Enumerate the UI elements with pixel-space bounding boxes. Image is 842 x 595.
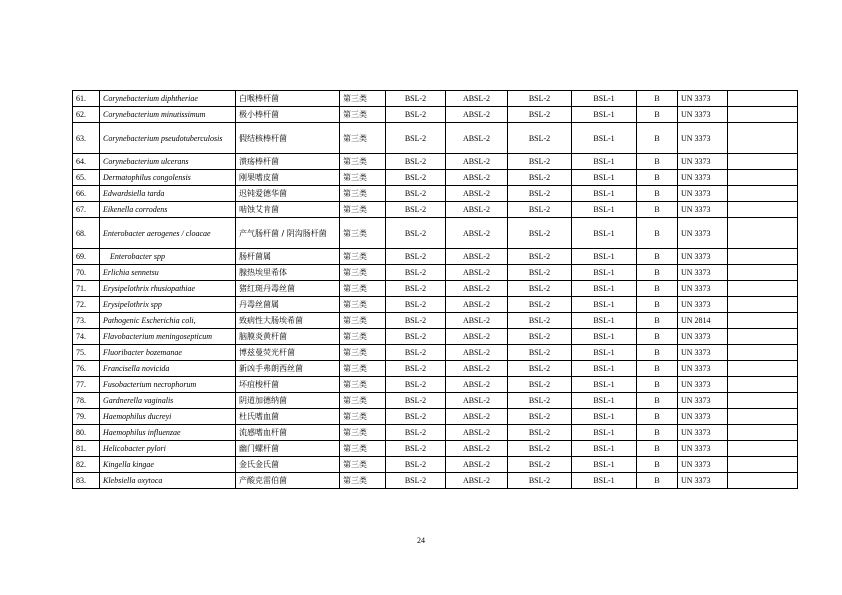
hazard-category: 第三类	[340, 345, 386, 361]
transport-category: B	[637, 154, 678, 170]
un-number: UN 3373	[678, 265, 728, 281]
lab-biosafety-level: BSL-2	[386, 409, 446, 425]
transport-category: B	[637, 473, 678, 489]
table-row	[73, 377, 798, 393]
lab-biosafety-level: BSL-2	[386, 170, 446, 186]
scientific-name: Gardnerella vaginalis	[100, 393, 236, 409]
hazard-category: 第三类	[340, 425, 386, 441]
transport-category: B	[637, 123, 678, 154]
animal-biosafety-level: ABSL-2	[446, 345, 508, 361]
lab-biosafety-level: BSL-2	[386, 393, 446, 409]
scientific-name: Corynebacterium ulcerans	[100, 154, 236, 170]
biosafety-level-c: BSL-1	[572, 154, 637, 170]
chinese-name: 溃疡棒杆菌	[236, 154, 340, 170]
hazard-category: 第三类	[340, 457, 386, 473]
chinese-name: 腺热埃里希体	[236, 265, 340, 281]
remarks-cell	[728, 170, 798, 186]
table-row	[73, 154, 798, 170]
row-number: 81.	[73, 441, 100, 457]
row-number: 82.	[73, 457, 100, 473]
un-number: UN 3373	[678, 345, 728, 361]
chinese-name: 猪红斑丹毒丝菌	[236, 281, 340, 297]
lab-biosafety-level: BSL-2	[386, 218, 446, 249]
scientific-name: Klebsiella oxytoca	[100, 473, 236, 489]
transport-category: B	[637, 345, 678, 361]
animal-biosafety-level: ABSL-2	[446, 409, 508, 425]
biosafety-level-b: BSL-2	[508, 329, 572, 345]
animal-biosafety-level: ABSL-2	[446, 186, 508, 202]
scientific-name: Corynebacterium pseudotuberculosis	[100, 123, 236, 154]
remarks-cell	[728, 313, 798, 329]
biosafety-level-b: BSL-2	[508, 249, 572, 265]
biosafety-level-c: BSL-1	[572, 377, 637, 393]
un-number: UN 3373	[678, 377, 728, 393]
un-number: UN 3373	[678, 425, 728, 441]
lab-biosafety-level: BSL-2	[386, 281, 446, 297]
remarks-cell	[728, 425, 798, 441]
biosafety-level-b: BSL-2	[508, 265, 572, 281]
lab-biosafety-level: BSL-2	[386, 361, 446, 377]
biosafety-level-b: BSL-2	[508, 345, 572, 361]
table-row	[73, 123, 798, 154]
un-number: UN 2814	[678, 313, 728, 329]
remarks-cell	[728, 393, 798, 409]
remarks-cell	[728, 218, 798, 249]
transport-category: B	[637, 170, 678, 186]
biosafety-level-b: BSL-2	[508, 281, 572, 297]
un-number: UN 3373	[678, 393, 728, 409]
animal-biosafety-level: ABSL-2	[446, 425, 508, 441]
scientific-name: Dermatophilus congolensis	[100, 170, 236, 186]
un-number: UN 3373	[678, 91, 728, 107]
biosafety-level-b: BSL-2	[508, 107, 572, 123]
biosafety-level-c: BSL-1	[572, 473, 637, 489]
row-number: 77.	[73, 377, 100, 393]
chinese-name: 极小棒杆菌	[236, 107, 340, 123]
animal-biosafety-level: ABSL-2	[446, 91, 508, 107]
lab-biosafety-level: BSL-2	[386, 345, 446, 361]
scientific-name: Kingella kingae	[100, 457, 236, 473]
table-row	[73, 91, 798, 107]
transport-category: B	[637, 281, 678, 297]
remarks-cell	[728, 361, 798, 377]
animal-biosafety-level: ABSL-2	[446, 441, 508, 457]
chinese-name: 阴道加德纳菌	[236, 393, 340, 409]
hazard-category: 第三类	[340, 249, 386, 265]
un-number: UN 3373	[678, 281, 728, 297]
chinese-name: 脑膜炎黄杆菌	[236, 329, 340, 345]
hazard-category: 第三类	[340, 377, 386, 393]
biosafety-level-b: BSL-2	[508, 441, 572, 457]
row-number: 66.	[73, 186, 100, 202]
remarks-cell	[728, 297, 798, 313]
biosafety-level-b: BSL-2	[508, 218, 572, 249]
lab-biosafety-level: BSL-2	[386, 377, 446, 393]
table-body	[73, 91, 798, 489]
lab-biosafety-level: BSL-2	[386, 441, 446, 457]
scientific-name: Erlichia sennetsu	[100, 265, 236, 281]
table-row	[73, 345, 798, 361]
lab-biosafety-level: BSL-2	[386, 329, 446, 345]
un-number: UN 3373	[678, 154, 728, 170]
hazard-category: 第三类	[340, 154, 386, 170]
animal-biosafety-level: ABSL-2	[446, 297, 508, 313]
scientific-name: Fusobacterium necrophorum	[100, 377, 236, 393]
hazard-category: 第三类	[340, 265, 386, 281]
chinese-name: 幽门螺杆菌	[236, 441, 340, 457]
biosafety-level-c: BSL-1	[572, 186, 637, 202]
scientific-name: Helicobacter pylori	[100, 441, 236, 457]
table-row	[73, 218, 798, 249]
lab-biosafety-level: BSL-2	[386, 91, 446, 107]
transport-category: B	[637, 218, 678, 249]
biosafety-level-c: BSL-1	[572, 297, 637, 313]
row-number: 68.	[73, 218, 100, 249]
hazard-category: 第三类	[340, 409, 386, 425]
un-number: UN 3373	[678, 473, 728, 489]
transport-category: B	[637, 186, 678, 202]
biosafety-level-b: BSL-2	[508, 473, 572, 489]
hazard-category: 第三类	[340, 393, 386, 409]
animal-biosafety-level: ABSL-2	[446, 170, 508, 186]
un-number: UN 3373	[678, 123, 728, 154]
lab-biosafety-level: BSL-2	[386, 297, 446, 313]
hazard-category: 第三类	[340, 202, 386, 218]
lab-biosafety-level: BSL-2	[386, 249, 446, 265]
biosafety-level-c: BSL-1	[572, 249, 637, 265]
biosafety-level-c: BSL-1	[572, 281, 637, 297]
biosafety-level-c: BSL-1	[572, 345, 637, 361]
lab-biosafety-level: BSL-2	[386, 186, 446, 202]
un-number: UN 3373	[678, 107, 728, 123]
row-number: 63.	[73, 123, 100, 154]
scientific-name: Erysipelothrix spp	[100, 297, 236, 313]
transport-category: B	[637, 441, 678, 457]
chinese-name: 博兹曼荧光杆菌	[236, 345, 340, 361]
transport-category: B	[637, 265, 678, 281]
scientific-name: Francisella novicida	[100, 361, 236, 377]
transport-category: B	[637, 329, 678, 345]
animal-biosafety-level: ABSL-2	[446, 329, 508, 345]
table-row	[73, 107, 798, 123]
animal-biosafety-level: ABSL-2	[446, 154, 508, 170]
table-row	[73, 441, 798, 457]
chinese-name: 新凶手弗朗西丝菌	[236, 361, 340, 377]
row-number: 79.	[73, 409, 100, 425]
biosafety-level-b: BSL-2	[508, 457, 572, 473]
biosafety-level-c: BSL-1	[572, 393, 637, 409]
row-number: 78.	[73, 393, 100, 409]
table-row	[73, 249, 798, 265]
table-row	[73, 457, 798, 473]
transport-category: B	[637, 457, 678, 473]
chinese-name: 产气肠杆菌 / 阴沟肠杆菌	[236, 218, 340, 249]
animal-biosafety-level: ABSL-2	[446, 281, 508, 297]
un-number: UN 3373	[678, 329, 728, 345]
hazard-category: 第三类	[340, 218, 386, 249]
biosafety-level-b: BSL-2	[508, 409, 572, 425]
hazard-category: 第三类	[340, 473, 386, 489]
transport-category: B	[637, 409, 678, 425]
row-number: 80.	[73, 425, 100, 441]
remarks-cell	[728, 281, 798, 297]
scientific-name: Fluoribacter bozemanae	[100, 345, 236, 361]
animal-biosafety-level: ABSL-2	[446, 249, 508, 265]
biosafety-level-b: BSL-2	[508, 154, 572, 170]
remarks-cell	[728, 441, 798, 457]
animal-biosafety-level: ABSL-2	[446, 457, 508, 473]
remarks-cell	[728, 107, 798, 123]
hazard-category: 第三类	[340, 281, 386, 297]
table-row	[73, 186, 798, 202]
chinese-name: 肠杆菌属	[236, 249, 340, 265]
lab-biosafety-level: BSL-2	[386, 202, 446, 218]
scientific-name: Corynebacterium minutissimum	[100, 107, 236, 123]
remarks-cell	[728, 409, 798, 425]
animal-biosafety-level: ABSL-2	[446, 393, 508, 409]
biosafety-level-c: BSL-1	[572, 313, 637, 329]
un-number: UN 3373	[678, 218, 728, 249]
hazard-category: 第三类	[340, 107, 386, 123]
page-number: 24	[417, 536, 425, 545]
chinese-name: 产酸克雷伯菌	[236, 473, 340, 489]
row-number: 64.	[73, 154, 100, 170]
animal-biosafety-level: ABSL-2	[446, 265, 508, 281]
chinese-name: 白喉棒杆菌	[236, 91, 340, 107]
remarks-cell	[728, 377, 798, 393]
lab-biosafety-level: BSL-2	[386, 154, 446, 170]
transport-category: B	[637, 297, 678, 313]
biosafety-level-c: BSL-1	[572, 361, 637, 377]
un-number: UN 3373	[678, 297, 728, 313]
remarks-cell	[728, 249, 798, 265]
biosafety-level-c: BSL-1	[572, 91, 637, 107]
chinese-name: 啮蚀艾肯菌	[236, 202, 340, 218]
hazard-category: 第三类	[340, 313, 386, 329]
remarks-cell	[728, 186, 798, 202]
row-number: 61.	[73, 91, 100, 107]
row-number: 76.	[73, 361, 100, 377]
table-row	[73, 473, 798, 489]
un-number: UN 3373	[678, 441, 728, 457]
biosafety-level-b: BSL-2	[508, 297, 572, 313]
biosafety-level-c: BSL-1	[572, 265, 637, 281]
chinese-name: 迟钝爱德华菌	[236, 186, 340, 202]
animal-biosafety-level: ABSL-2	[446, 202, 508, 218]
transport-category: B	[637, 361, 678, 377]
lab-biosafety-level: BSL-2	[386, 457, 446, 473]
biosafety-level-c: BSL-1	[572, 202, 637, 218]
biosafety-level-b: BSL-2	[508, 91, 572, 107]
scientific-name: Enterobacter aerogenes / cloacae	[100, 218, 236, 249]
biosafety-level-c: BSL-1	[572, 123, 637, 154]
lab-biosafety-level: BSL-2	[386, 425, 446, 441]
transport-category: B	[637, 202, 678, 218]
hazard-category: 第三类	[340, 297, 386, 313]
row-number: 72.	[73, 297, 100, 313]
hazard-category: 第三类	[340, 186, 386, 202]
table-row	[73, 425, 798, 441]
chinese-name: 杜氏嗜血菌	[236, 409, 340, 425]
un-number: UN 3373	[678, 457, 728, 473]
scientific-name: Corynebacterium diphtheriae	[100, 91, 236, 107]
remarks-cell	[728, 457, 798, 473]
biosafety-level-c: BSL-1	[572, 218, 637, 249]
scientific-name: Haemophilus ducreyi	[100, 409, 236, 425]
animal-biosafety-level: ABSL-2	[446, 218, 508, 249]
pathogen-table	[72, 90, 798, 489]
un-number: UN 3373	[678, 202, 728, 218]
scientific-name: Flavobacterium meningosepticum	[100, 329, 236, 345]
transport-category: B	[637, 313, 678, 329]
row-number: 62.	[73, 107, 100, 123]
transport-category: B	[637, 91, 678, 107]
remarks-cell	[728, 329, 798, 345]
remarks-cell	[728, 123, 798, 154]
remarks-cell	[728, 473, 798, 489]
chinese-name: 丹毒丝菌属	[236, 297, 340, 313]
transport-category: B	[637, 393, 678, 409]
scientific-name: Erysipelothrix rhusiopathiae	[100, 281, 236, 297]
lab-biosafety-level: BSL-2	[386, 123, 446, 154]
un-number: UN 3373	[678, 361, 728, 377]
row-number: 70.	[73, 265, 100, 281]
transport-category: B	[637, 425, 678, 441]
chinese-name: 刚果嗜皮菌	[236, 170, 340, 186]
lab-biosafety-level: BSL-2	[386, 473, 446, 489]
animal-biosafety-level: ABSL-2	[446, 313, 508, 329]
scientific-name: Haemophilus influenzae	[100, 425, 236, 441]
biosafety-level-c: BSL-1	[572, 409, 637, 425]
table-row	[73, 329, 798, 345]
chinese-name: 坏疽梭杆菌	[236, 377, 340, 393]
remarks-cell	[728, 91, 798, 107]
table-row	[73, 170, 798, 186]
biosafety-level-c: BSL-1	[572, 107, 637, 123]
lab-biosafety-level: BSL-2	[386, 107, 446, 123]
biosafety-level-c: BSL-1	[572, 457, 637, 473]
scientific-name: Eikenella corrodens	[100, 202, 236, 218]
transport-category: B	[637, 249, 678, 265]
table-row	[73, 313, 798, 329]
chinese-name: 金氏金氏菌	[236, 457, 340, 473]
hazard-category: 第三类	[340, 123, 386, 154]
biosafety-level-b: BSL-2	[508, 393, 572, 409]
animal-biosafety-level: ABSL-2	[446, 473, 508, 489]
un-number: UN 3373	[678, 186, 728, 202]
chinese-name: 流感嗜血杆菌	[236, 425, 340, 441]
table-row	[73, 361, 798, 377]
table-row	[73, 393, 798, 409]
hazard-category: 第三类	[340, 361, 386, 377]
table-row	[73, 281, 798, 297]
row-number: 83.	[73, 473, 100, 489]
animal-biosafety-level: ABSL-2	[446, 123, 508, 154]
biosafety-level-b: BSL-2	[508, 313, 572, 329]
scientific-name: Enterobacter spp	[100, 249, 236, 265]
table-row	[73, 297, 798, 313]
remarks-cell	[728, 202, 798, 218]
biosafety-level-b: BSL-2	[508, 425, 572, 441]
biosafety-level-b: BSL-2	[508, 170, 572, 186]
animal-biosafety-level: ABSL-2	[446, 107, 508, 123]
scientific-name: Pathogenic Escherichia coli,	[100, 313, 236, 329]
hazard-category: 第三类	[340, 329, 386, 345]
biosafety-level-c: BSL-1	[572, 425, 637, 441]
row-number: 67.	[73, 202, 100, 218]
un-number: UN 3373	[678, 249, 728, 265]
hazard-category: 第三类	[340, 441, 386, 457]
table-row	[73, 265, 798, 281]
biosafety-level-b: BSL-2	[508, 186, 572, 202]
animal-biosafety-level: ABSL-2	[446, 377, 508, 393]
row-number: 73.	[73, 313, 100, 329]
biosafety-level-c: BSL-1	[572, 170, 637, 186]
biosafety-level-b: BSL-2	[508, 361, 572, 377]
hazard-category: 第三类	[340, 170, 386, 186]
lab-biosafety-level: BSL-2	[386, 313, 446, 329]
biosafety-level-c: BSL-1	[572, 441, 637, 457]
table-row	[73, 202, 798, 218]
biosafety-level-c: BSL-1	[572, 329, 637, 345]
row-number: 65.	[73, 170, 100, 186]
transport-category: B	[637, 377, 678, 393]
un-number: UN 3373	[678, 170, 728, 186]
row-number: 75.	[73, 345, 100, 361]
animal-biosafety-level: ABSL-2	[446, 361, 508, 377]
row-number: 71.	[73, 281, 100, 297]
remarks-cell	[728, 154, 798, 170]
scientific-name: Edwardsiella tarda	[100, 186, 236, 202]
row-number: 69.	[73, 249, 100, 265]
biosafety-level-b: BSL-2	[508, 123, 572, 154]
lab-biosafety-level: BSL-2	[386, 265, 446, 281]
un-number: UN 3373	[678, 409, 728, 425]
table-row	[73, 409, 798, 425]
biosafety-level-b: BSL-2	[508, 377, 572, 393]
biosafety-level-b: BSL-2	[508, 202, 572, 218]
row-number: 74.	[73, 329, 100, 345]
chinese-name: 致病性大肠埃希菌	[236, 313, 340, 329]
hazard-category: 第三类	[340, 91, 386, 107]
transport-category: B	[637, 107, 678, 123]
remarks-cell	[728, 265, 798, 281]
remarks-cell	[728, 345, 798, 361]
chinese-name: 假结核棒杆菌	[236, 123, 340, 154]
